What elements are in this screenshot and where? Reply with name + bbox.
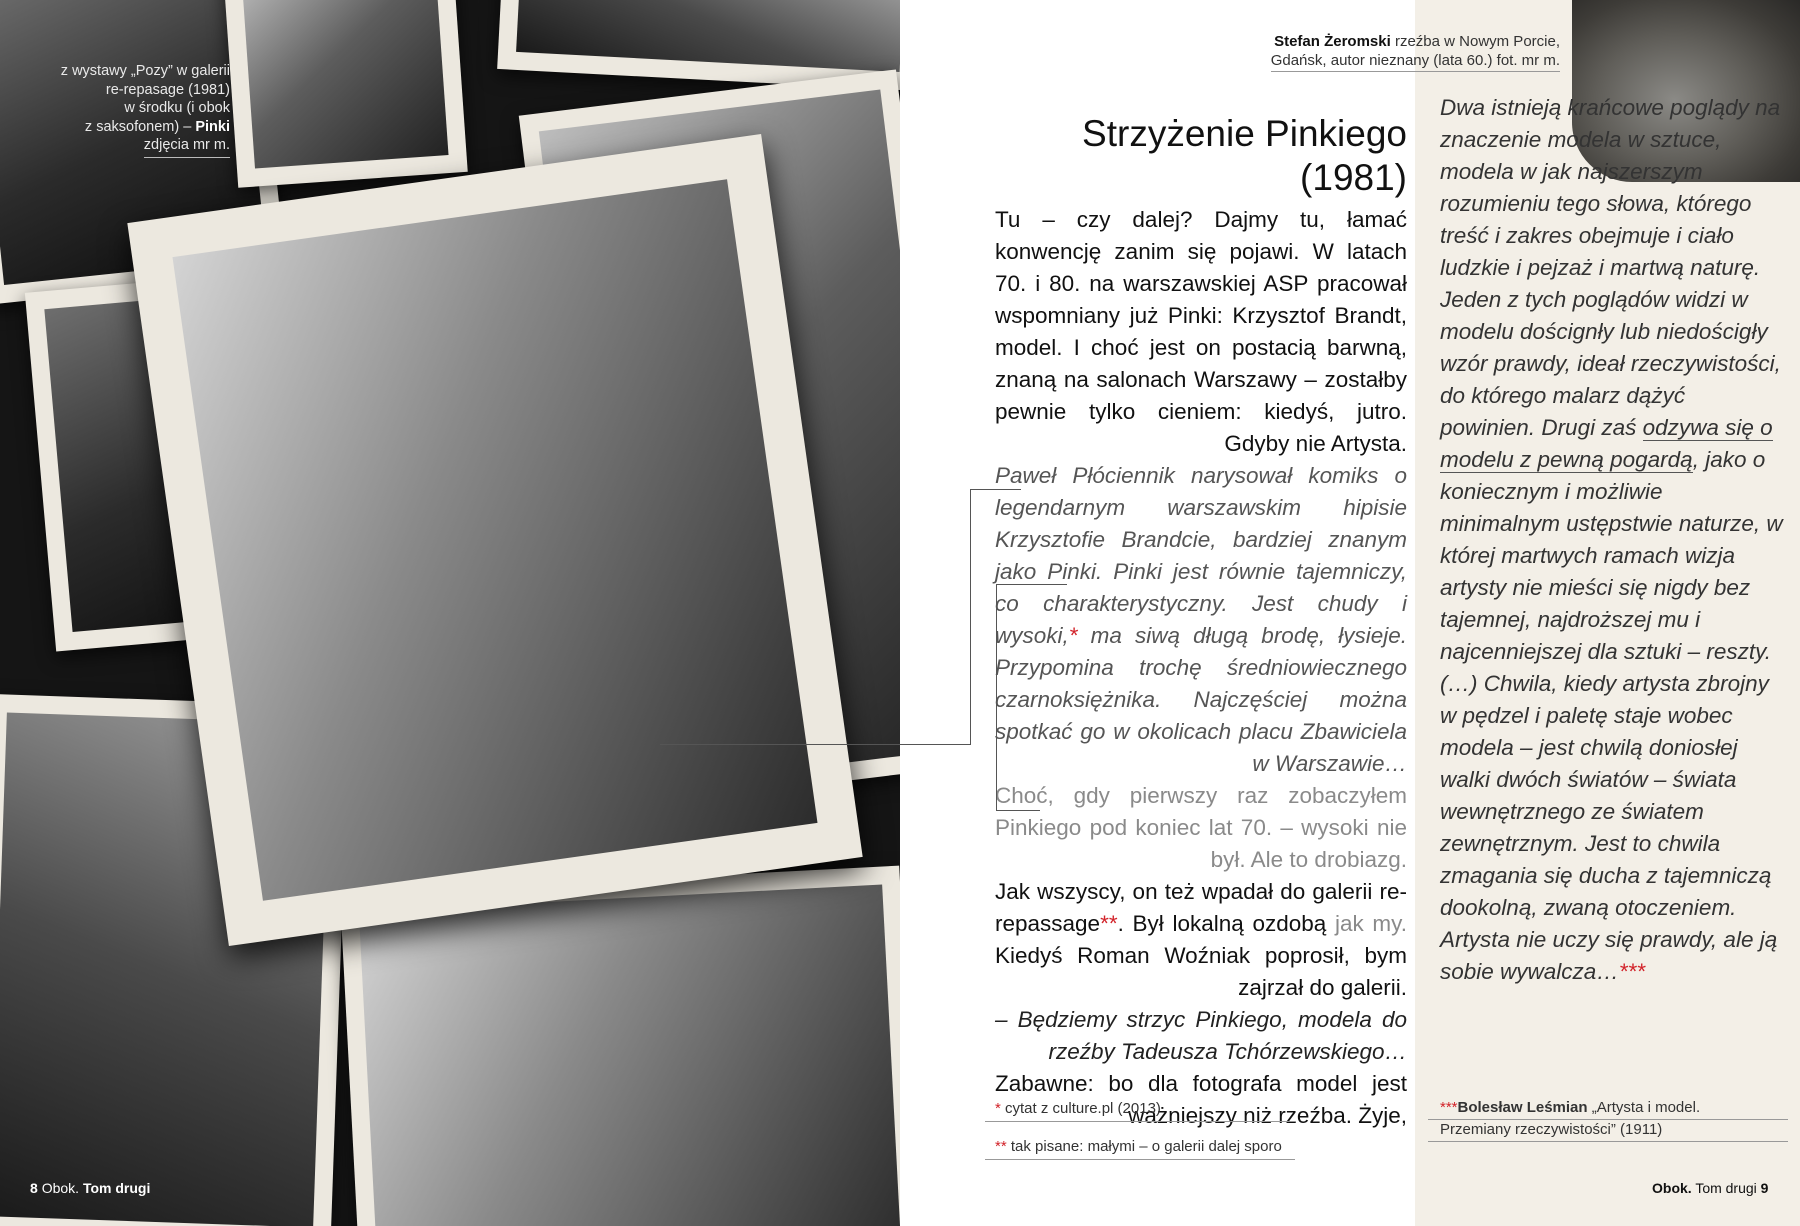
leader-line-lower <box>996 584 1067 811</box>
photo-print-folk-woman <box>340 866 900 1226</box>
leader-line-upper-foot <box>660 744 970 745</box>
photo-caption: z wystawy „Pozy” w galerii re-repasage (1981) w środku (i obok z saksofonem) – Pinki zdjęcia mr m. <box>40 62 230 158</box>
article-headline: Strzyżenie Pinkiego (1981) <box>1082 113 1407 198</box>
leader-line-lower-foot <box>996 810 1040 811</box>
footnote-1: * cytat z culture.pl (2013) <box>985 1098 1295 1122</box>
sculpture-caption: Stefan Żeromski rzeźba w Nowym Porcie, Gdańsk, autor nieznany (lata 60.) fot. mr m. <box>1140 32 1560 70</box>
page-number-left: 8 Obok. Tom drugi <box>30 1180 151 1196</box>
photo-print-pinki-main <box>127 134 862 946</box>
photo-print-saxophone <box>222 0 467 188</box>
sidebar-source-line2: Przemiany rzeczywistości” (1911) <box>1428 1120 1788 1142</box>
dialogue-paragraph: – Będziemy strzyc Pinkiego, modela do rzeźby Tadeusza Tchórzewskiego… <box>995 1007 1407 1064</box>
paragraph-closing: Zabawne: bo dla fotografa model jest ważniejszy niż rzeźba. Żyje, <box>995 1071 1407 1128</box>
footnotes <box>985 1098 1295 1174</box>
paragraph-gallery: Jak wszyscy, on też wpadał do galerii re-repassage**. Był lokalną ozdobą jak my. Kiedyś Roman Woźniak poprosił, bym zajrzał do galerii. <box>995 879 1407 1000</box>
sidebar-source <box>1428 1098 1788 1142</box>
sidebar-quote-text: Dwa istnieją krańcowe poglądy na znaczenie modela w sztuce, modela w jak najszerszym rozumieniu tego słowa, którego treść i zakres obejmuje i ciało ludzkie i pejzaż i martwą naturę. Jeden z tych poglądów widzi w modelu doścignły lub niedościgły wzór prawdy, ideał rzeczywistości, do którego malarz dążyć powinien. Drugi zaś odzywa się o modelu z pewną pogardą, jako o koniecznym i możliwie minimalnym ustępstwie naturze, w której martwych ramach wizja artysty nie mieści się nigdy bez tajemnej, najdroższej mu i najcenniejszej dla sztuki – reszty. (…) Chwila, kiedy artysta zbrojny w pędzel i paletę staje wobec modela – jest chwilą doniosłej walki dwóch światów – świata wewnętrznego ze światem zewnętrznym. Jest to chwila zmagania się ducha z tajemniczą dookolną, zwaną otoczeniem. Artysta nie uczy się prawdy, ale ją sobie wywalcza…*** <box>1440 95 1783 984</box>
page-number-right: Obok. Tom drugi 9 <box>1652 1180 1769 1196</box>
sidebar-source-line1: ***Bolesław Leśmian „Artysta i model. <box>1428 1098 1788 1120</box>
footnote-2: ** tak pisane: małymi – o galerii dalej sporo <box>985 1136 1295 1160</box>
sidebar-quote <box>1440 92 1785 988</box>
paragraph-intro: Tu – czy dalej? Dajmy tu, łamać konwencję zanim się pojawi. W latach 70. i 80. na warszawskiej ASP pracował wspomniany już Pinki: Krzysztof Brandt, model. I choć jest on postacią barwną, znaną na salonach Warszawy – zostałby pewnie tylko cieniem: kiedyś, jutro. Gdyby nie Artysta. <box>995 207 1407 456</box>
gray-paragraph: Choć, gdy pierwszy raz zobaczyłem Pinkiego pod koniec lat 70. – wysoki nie był. Ale to drobiazg. <box>995 783 1407 872</box>
quote-paragraph: Paweł Płóciennik narysował komiks o legendarnym warszawskim hipisie Krzysztofie Brandcie, bardziej znanym jako Pinki. Pinki jest równie tajemniczy, co charakterystyczny. Jest chudy i wysoki,* ma siwą długą brodę, łysieje. Przypomina trochę średniowiecznego czarnoksiężnika. Najczęściej można spotkać go w okolicach placu Zbawiciela w Warszawie… <box>995 463 1407 776</box>
